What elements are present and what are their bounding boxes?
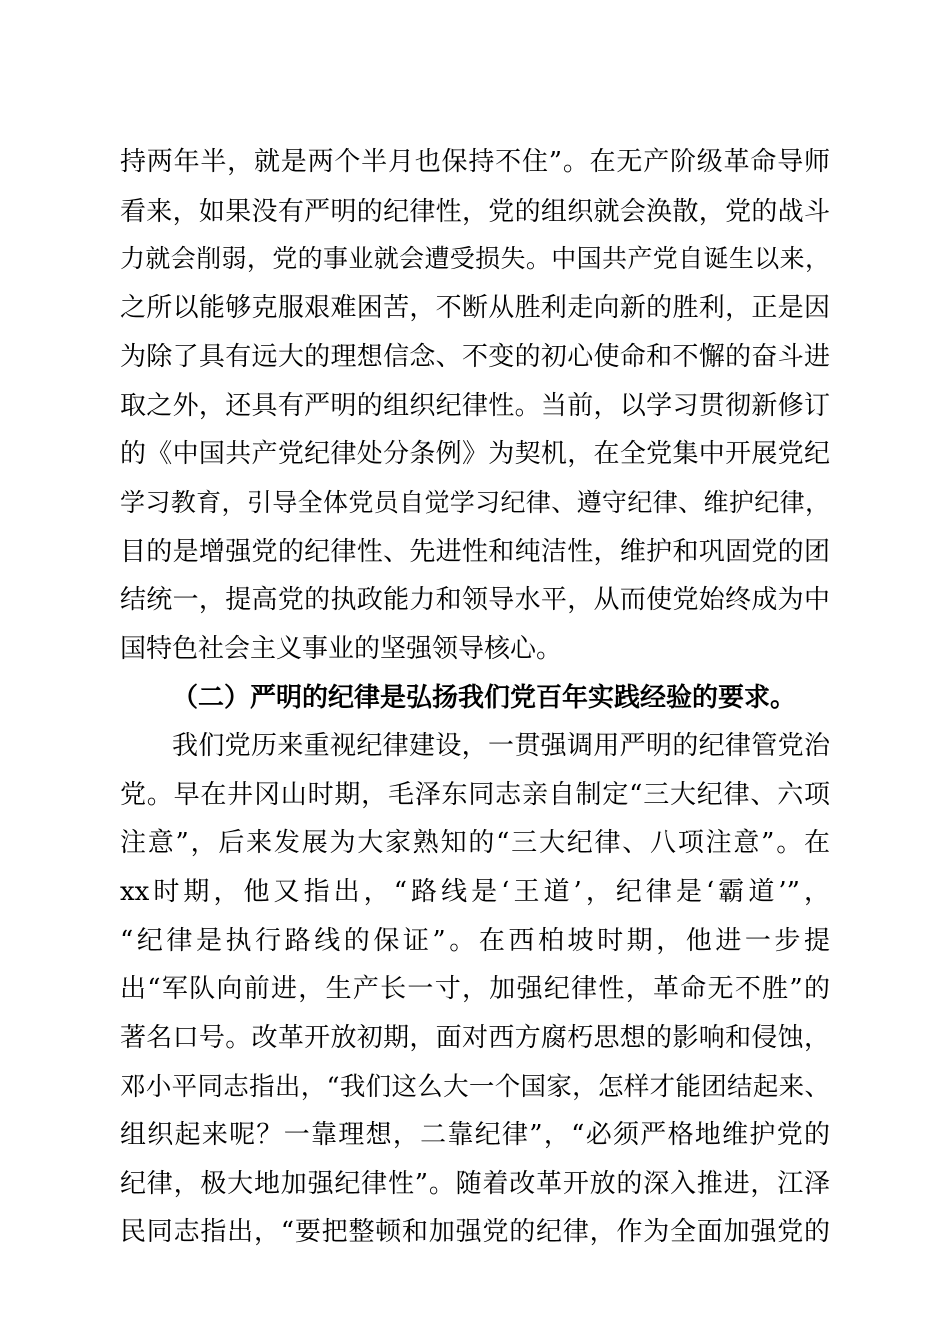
text-line: 的《中国共产党纪律处分条例》为契机，在全党集中开展党纪 bbox=[120, 439, 830, 469]
text-line: 之所以能够克服艰难困苦，不断从胜利走向新的胜利，正是因 bbox=[120, 293, 830, 323]
text-line: xx时期，他又指出，“路线是‘王道’，纪律是‘霸道’”， bbox=[120, 877, 830, 907]
text-line: 目的是增强党的纪律性、先进性和纯洁性，维护和巩固党的团 bbox=[120, 537, 830, 567]
text-line: 邓小平同志指出，“我们这么大一个国家，怎样才能团结起来、 bbox=[120, 1072, 830, 1102]
text-line: 取之外，还具有严明的组织纪律性。当前，以学习贯彻新修订 bbox=[120, 391, 830, 421]
text-line: 党。早在井冈山时期，毛泽东同志亲自制定“三大纪律、六项 bbox=[120, 780, 830, 810]
text-line: “纪律是执行路线的保证”。在西柏坡时期，他进一步提 bbox=[120, 926, 830, 956]
text-line: 力就会削弱，党的事业就会遭受损失。中国共产党自诞生以来， bbox=[120, 244, 830, 273]
text-line: 民同志指出，“要把整顿和加强党的纪律，作为全面加强党的 bbox=[120, 1217, 830, 1247]
text-line: 组织起来呢？一靠理想，二靠纪律”，“必须严格地维护党的 bbox=[120, 1120, 830, 1150]
text-line: 学习教育，引导全体党员自觉学习纪律、遵守纪律、维护纪律， bbox=[120, 488, 830, 517]
text-line: 著名口号。改革开放初期，面对西方腐朽思想的影响和侵蚀， bbox=[120, 1023, 830, 1053]
text-line: 看来，如果没有严明的纪律性，党的组织就会涣散，党的战斗 bbox=[120, 197, 830, 227]
text-line: 为除了具有远大的理想信念、不变的初心使命和不懈的奋斗进 bbox=[120, 342, 830, 372]
text-line: 结统一，提高党的执政能力和领导水平，从而使党始终成为中 bbox=[120, 585, 830, 615]
section-heading: （二）严明的纪律是弘扬我们党百年实践经验的要求。 bbox=[172, 683, 797, 713]
text-line: 国特色社会主义事业的坚强领导核心。 bbox=[120, 634, 563, 664]
text-line: 纪律，极大地加强纪律性”。随着改革开放的深入推进，江泽 bbox=[120, 1169, 830, 1199]
text-line: 注意”，后来发展为大家熟知的“三大纪律、八项注意”。在 bbox=[120, 828, 830, 858]
text-line: 我们党历来重视纪律建设，一贯强调用严明的纪律管党治 bbox=[172, 731, 830, 761]
text-line: 持两年半，就是两个半月也保持不住”。在无产阶级革命导师 bbox=[120, 147, 830, 177]
text-line: 出“军队向前进，生产长一寸，加强纪律性，革命无不胜”的 bbox=[120, 974, 830, 1004]
